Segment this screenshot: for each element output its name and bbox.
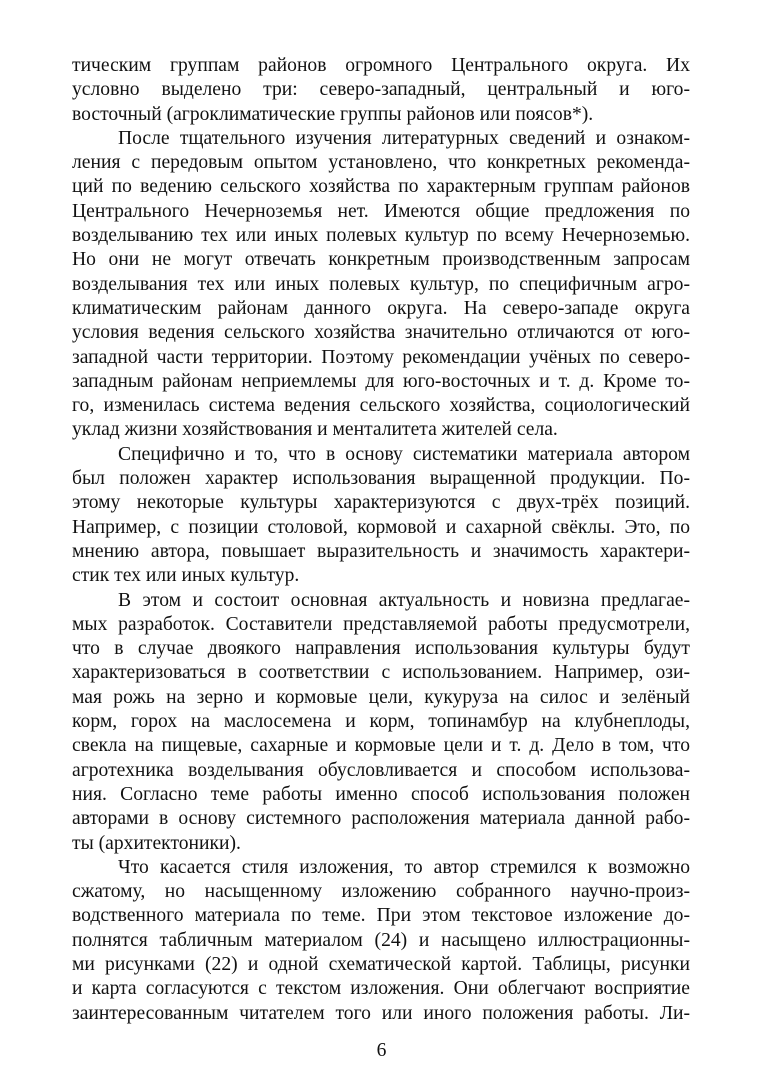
- text-line: Но они не могут отвечать конкретным производственным запросам: [72, 249, 690, 271]
- text-line: авторами в основу системного расположения материала данной рабо-: [72, 808, 690, 830]
- text-line: мая рожь на зерно и кормовые цели, кукуруза на силос и зелёный: [72, 686, 690, 708]
- text-line: условия ведения сельского хозяйства значительно отличаются от юго-: [72, 322, 690, 344]
- text-line: После тщательного изучения литературных сведений и ознаком-: [118, 127, 690, 149]
- text-line: стик тех или иных культур.: [72, 565, 300, 587]
- text-line: и карта согласуются с текстом изложения. Они облегчают восприятие: [72, 978, 690, 1000]
- text-line: восточный (агроклиматические группы районов или поясов*).: [72, 103, 594, 125]
- paragraph-5: [72, 856, 690, 1026]
- text-line: характеризоваться в соответствии с использованием. Например, ози-: [72, 662, 690, 684]
- text-line: свекла на пищевые, сахарные и кормовые цели и т. д. Дело в том, что: [72, 735, 690, 757]
- text-line: климатическим районам данного округа. На северо-западе округа: [72, 297, 690, 319]
- text-line: мнению автора, повышает выразительность и значимость характери-: [72, 540, 690, 562]
- paragraph-3: [72, 443, 690, 589]
- text-line: этому некоторые культуры характеризуются с двух-трёх позиций.: [72, 492, 690, 514]
- page-body: [72, 54, 690, 1026]
- paragraph-2: [72, 127, 690, 443]
- text-line: го, изменилась система ведения сельского хозяйства, социологический: [72, 395, 690, 417]
- text-line: В этом и состоит основная актуальность и новизна предлагае-: [118, 589, 690, 611]
- text-line: агротехника возделывания обусловливается и способом использова-: [72, 759, 690, 781]
- text-line: Что касается стиля изложения, то автор стремился к возможно: [118, 856, 690, 878]
- text-line: ты (архитектоники).: [72, 832, 241, 854]
- text-line: тическим группам районов огромного Центрального округа. Их: [72, 55, 690, 76]
- text-line: ми рисунками (22) и одной схематической картой. Таблицы, рисунки: [72, 953, 690, 975]
- text-line: сжатому, но насыщенному изложению собранного научно-произ-: [72, 881, 690, 903]
- text-line: полнятся табличным материалом (24) и насыщено иллюстрационны-: [72, 929, 690, 951]
- text-line: возделывания тех или иных полевых культур, по специфичным агро-: [72, 273, 690, 295]
- text-line: Например, с позиции столовой, кормовой и сахарной свёклы. Это, по: [72, 516, 690, 538]
- text-line: водственного материала по теме. При этом текстовое изложение до-: [72, 905, 690, 927]
- text-line: был положен характер использования выращенной продукции. По-: [72, 468, 690, 490]
- text-line: Центрального Нечерноземья нет. Имеются общие предложения по: [72, 200, 690, 222]
- text-line: ций по ведению сельского хозяйства по характерным группам районов: [72, 176, 690, 198]
- page-number: 6: [376, 1040, 387, 1061]
- text-line: западной части территории. Поэтому рекомендации учёных по северо-: [72, 346, 690, 368]
- text-line: мых разработок. Составители представляемой работы предусмотрели,: [72, 613, 690, 635]
- text-line: западным районам неприемлемы для юго-восточных и т. д. Кроме то-: [72, 370, 690, 392]
- text-line: ления с передовым опытом установлено, что конкретных рекоменда-: [72, 152, 690, 174]
- text-line: что в случае двоякого направления использования культуры будут: [72, 638, 690, 660]
- paragraph-4: [72, 589, 690, 856]
- text-line: Специфично и то, что в основу систематики материала автором: [118, 443, 690, 465]
- text-line: условно выделено три: северо-западный, центральный и юго-: [72, 79, 690, 101]
- text-line: заинтересованным читателем того или иного положения работы. Ли-: [72, 1002, 690, 1024]
- text-line: корм, горох на маслосемена и корм, топинамбур на клубнеплоды,: [72, 711, 690, 733]
- text-line: ния. Согласно теме работы именно способ использования положен: [72, 783, 690, 805]
- text-line: возделыванию тех или иных полевых культур по всему Нечерноземью.: [72, 225, 690, 247]
- paragraph-1: [72, 54, 690, 127]
- text-line: уклад жизни хозяйствования и менталитета жителей села.: [72, 419, 558, 441]
